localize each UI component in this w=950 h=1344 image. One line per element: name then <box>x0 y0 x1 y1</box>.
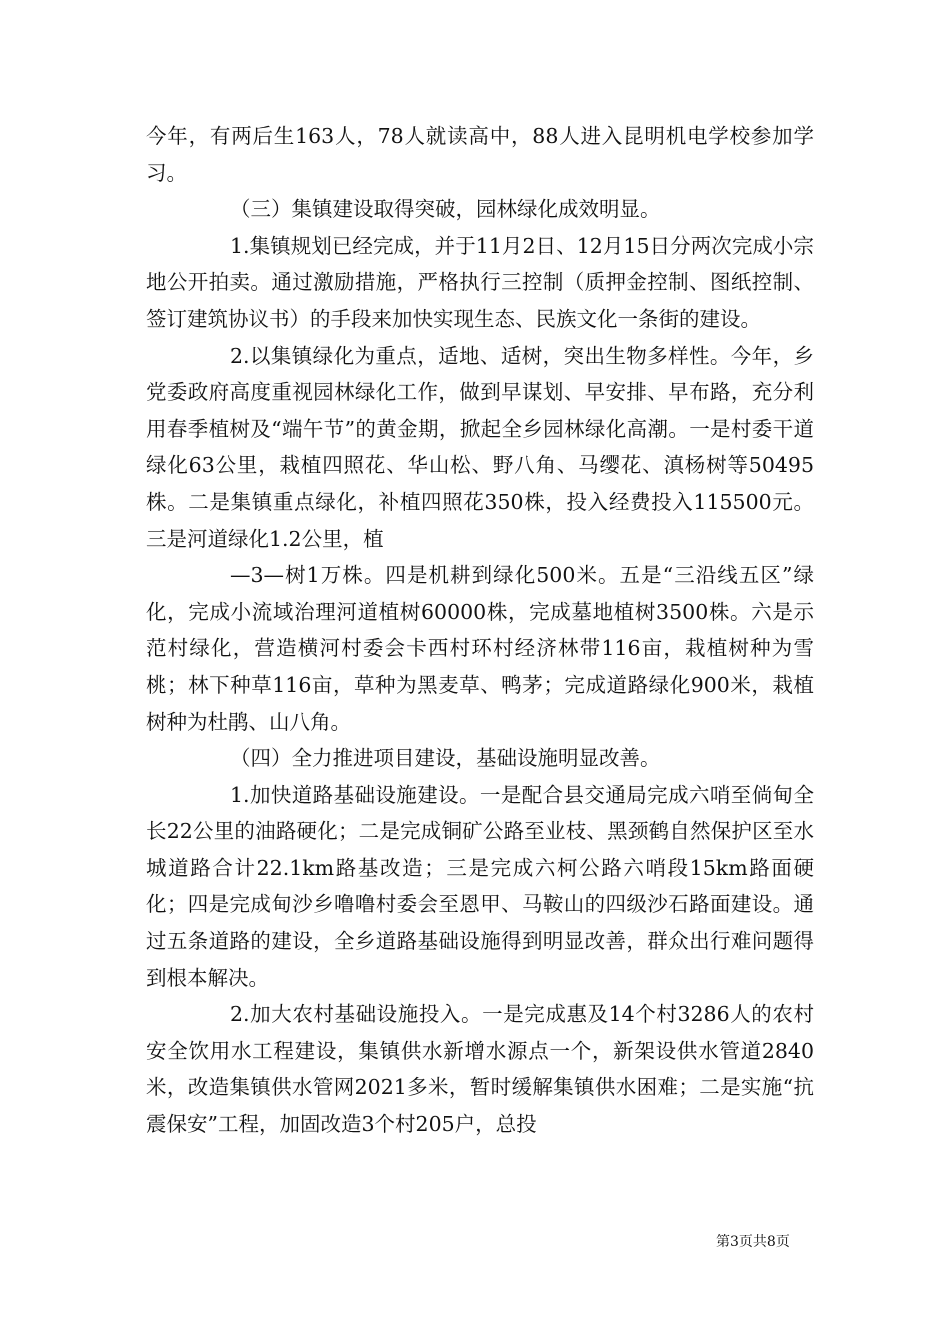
paragraph-road-infrastructure: 1.加快道路基础设施建设。一是配合县交通局完成六哨至倘甸全长22公里的油路硬化；二是完成铜矿公路至业枝、黑颈鹤自然保护区至水城道路合计22.1km路基改造；三是完成六柯公路六哨段15km路面硬化；四是完成甸沙乡噜噜村委会至恩甲、马鞍山的四级沙石路面建设。通过五条道路的建设，全乡道路基础设施得到明显改善，群众出行难问题得到根本解决。 <box>146 782 814 990</box>
paragraph-rural-infrastructure: 2.加大农村基础设施投入。一是完成惠及14个村3286人的农村安全饮用水工程建设，集镇供水新增水源点一个，新架设供水管道2840米，改造集镇供水管网2021多米，暂时缓解集镇供水困难；二是实施“抗震保安”工程，加固改造3个村205户，总投 <box>146 1002 814 1137</box>
page-number-footer: 第3页共8页 <box>716 1234 790 1250</box>
paragraph-greening-continued: —3—树1万株。四是机耕到绿化500米。五是“三沿线五区”绿化，完成小流域治理河道植树60000株，完成墓地植树3500株。六是示范村绿化，营造横河村委会卡西村环村经济林带116亩，栽植树种为雪桃；林下种草116亩，草种为黑麦草、鸭茅；完成道路绿化900米，栽植树种为杜鹃、山八角。 <box>146 563 814 734</box>
heading-project-construction: （四）全力推进项目建设，基础设施明显改善。 <box>230 746 661 771</box>
paragraph-greening: 2.以集镇绿化为重点，适地、适树，突出生物多样性。今年，乡党委政府高度重视园林绿化工作，做到早谋划、早安排、早布路，充分利用春季植树及“端午节”的黄金期，掀起全乡园林绿化高潮。一是村委干道绿化63公里，栽植四照花、华山松、野八角、马缨花、滇杨树等50495株。二是集镇重点绿化，补植四照花350株，投入经费投入115500元。三是河道绿化1.2公里，植 <box>146 343 814 551</box>
heading-town-construction: （三）集镇建设取得突破，园林绿化成效明显。 <box>230 197 661 222</box>
document-body <box>146 118 814 1143</box>
paragraph-town-planning: 1.集镇规划已经完成，并于11月2日、12月15日分两次完成小宗地公开拍卖。通过激励措施，严格执行三控制（质押金控制、图纸控制、签订建筑协议书）的手段来加快实现生态、民族文化一条街的建设。 <box>146 233 814 331</box>
paragraph-education: 今年，有两后生163人，78人就读高中，88人进入昆明机电学校参加学习。 <box>146 124 814 185</box>
